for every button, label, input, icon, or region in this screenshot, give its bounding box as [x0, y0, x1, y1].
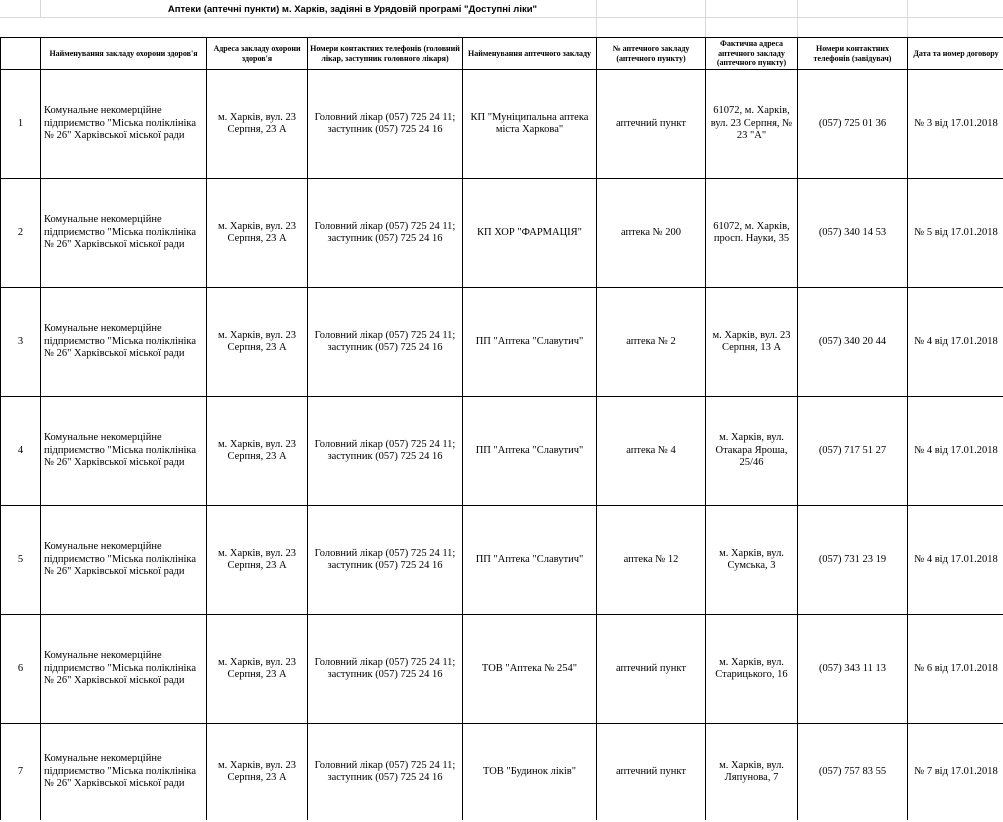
facility-address: м. Харків, вул. 23 Серпня, 23 А [207, 615, 308, 724]
pharmacy-name: ПП "Аптека "Славутич" [463, 397, 597, 506]
phone-chief: Головний лікар (057) 725 24 11; [314, 329, 456, 341]
phone-deputy: заступник (057) 725 24 16 [327, 342, 443, 353]
pharmacy-address: м. Харків, вул. 23 Серпня, 13 А [706, 288, 798, 397]
row-number: 3 [1, 288, 41, 397]
header-facility-address: Адреса закладу охорони здоров'я [207, 38, 308, 70]
facility-address: м. Харків, вул. 23 Серпня, 23 А [207, 179, 308, 288]
table-row [1, 397, 1003, 506]
header-row [1, 38, 1003, 70]
facility-address: м. Харків, вул. 23 Серпня, 23 А [207, 724, 308, 821]
pharmacy-name: ПП "Аптека "Славутич" [463, 288, 597, 397]
row-number: 4 [1, 397, 41, 506]
header-pharmacy-address: Фактична адреса аптечного закладу (аптечного пункту) [706, 38, 798, 70]
contract: № 4 від 17.01.2018 [908, 288, 1003, 397]
facility-phones [308, 615, 463, 724]
phone-deputy: заступник (057) 725 24 16 [327, 233, 443, 244]
phone-deputy: заступник (057) 725 24 16 [327, 560, 443, 571]
header-facility-name: Найменування закладу охорони здоров'я [41, 38, 207, 70]
facility-name: Комунальне некомерційне підприємство "Міська поліклініка № 26" Харківської міської ради [41, 615, 207, 724]
pharmacy-address: 61072, м. Харків, просп. Науки, 35 [706, 179, 798, 288]
facility-address: м. Харків, вул. 23 Серпня, 23 А [207, 506, 308, 615]
facility-name: Комунальне некомерційне підприємство "Міська поліклініка № 26" Харківської міської ради [41, 724, 207, 821]
contract: № 3 від 17.01.2018 [908, 70, 1003, 179]
phone-deputy: заступник (057) 725 24 16 [327, 669, 443, 680]
pharmacy-number: аптечний пункт [597, 724, 706, 821]
table-row [1, 615, 1003, 724]
row-number: 7 [1, 724, 41, 821]
facility-phones [308, 724, 463, 821]
gridline [797, 0, 798, 37]
phone-deputy: заступник (057) 725 24 16 [327, 451, 443, 462]
gridline [0, 17, 1003, 18]
header-facility-phones: Номери контактних телефонів (головний лікар, заступник головного лікаря) [308, 38, 463, 70]
table-row [1, 70, 1003, 179]
header-pharmacy-number: № аптечного закладу (аптечного пункту) [597, 38, 706, 70]
document-title: Аптеки (аптечні пункти) м. Харків, задіяні в Урядовій програмі "Доступні ліки" [167, 4, 538, 15]
pharmacy-name: КП ХОР "ФАРМАЦІЯ" [463, 179, 597, 288]
gridline [705, 0, 706, 37]
pharmacy-number: аптека № 12 [597, 506, 706, 615]
contract: № 4 від 17.01.2018 [908, 397, 1003, 506]
table-row [1, 724, 1003, 821]
facility-name: Комунальне некомерційне підприємство "Міська поліклініка № 26" Харківської міської ради [41, 397, 207, 506]
facility-address: м. Харків, вул. 23 Серпня, 23 А [207, 70, 308, 179]
row-number: 6 [1, 615, 41, 724]
pharmacy-number: аптечний пункт [597, 70, 706, 179]
facility-phones [308, 179, 463, 288]
facility-phones [308, 397, 463, 506]
phone-chief: Головний лікар (057) 725 24 11; [314, 759, 456, 771]
contract: № 4 від 17.01.2018 [908, 506, 1003, 615]
phone-chief: Головний лікар (057) 725 24 11; [314, 656, 456, 668]
pharmacy-name: ТОВ "Аптека № 254" [463, 615, 597, 724]
phone-deputy: заступник (057) 725 24 16 [327, 772, 443, 783]
contract: № 7 від 17.01.2018 [908, 724, 1003, 821]
pharmacy-phone: (057) 343 11 13 [798, 615, 908, 724]
facility-name: Комунальне некомерційне підприємство "Міська поліклініка № 26" Харківської міської ради [41, 288, 207, 397]
pharmacy-address: м. Харків, вул. Отакара Яроша, 25/46 [706, 397, 798, 506]
facility-phones [308, 288, 463, 397]
row-number: 2 [1, 179, 41, 288]
facility-address: м. Харків, вул. 23 Серпня, 23 А [207, 397, 308, 506]
pharmacy-address: м. Харків, вул. Старицького, 16 [706, 615, 798, 724]
pharmacy-address: м. Харків, вул. Сумська, 3 [706, 506, 798, 615]
contract: № 6 від 17.01.2018 [908, 615, 1003, 724]
phone-chief: Головний лікар (057) 725 24 11; [314, 547, 456, 559]
pharmacy-name: ТОВ "Будинок ліків" [463, 724, 597, 821]
pharmacy-number: аптека № 4 [597, 397, 706, 506]
header-contract: Дата та номер договору [908, 38, 1003, 70]
facility-address: м. Харків, вул. 23 Серпня, 23 А [207, 288, 308, 397]
pharmacy-phone: (057) 731 23 19 [798, 506, 908, 615]
facility-name: Комунальне некомерційне підприємство "Міська поліклініка № 26" Харківської міської ради [41, 179, 207, 288]
phone-chief: Головний лікар (057) 725 24 11; [314, 438, 456, 450]
pharmacy-number: аптека № 200 [597, 179, 706, 288]
pharmacy-name: ПП "Аптека "Славутич" [463, 506, 597, 615]
pharmacy-phone: (057) 340 14 53 [798, 179, 908, 288]
pharmacy-phone: (057) 725 01 36 [798, 70, 908, 179]
facility-name: Комунальне некомерційне підприємство "Міська поліклініка № 26" Харківської міської ради [41, 506, 207, 615]
header-pharmacy-phones: Номери контактних телефонів (завідувач) [798, 38, 908, 70]
pharmacy-phone: (057) 340 20 44 [798, 288, 908, 397]
table-row [1, 179, 1003, 288]
table-row [1, 506, 1003, 615]
facility-name: Комунальне некомерційне підприємство "Міська поліклініка № 26" Харківської міської ради [41, 70, 207, 179]
phone-chief: Головний лікар (057) 725 24 11; [314, 220, 456, 232]
table-row [1, 288, 1003, 397]
contract: № 5 від 17.01.2018 [908, 179, 1003, 288]
pharmacy-phone: (057) 757 83 55 [798, 724, 908, 821]
pharmacy-number: аптека № 2 [597, 288, 706, 397]
row-number: 1 [1, 70, 41, 179]
facility-phones [308, 506, 463, 615]
header-pharmacy-name: Найменування аптечного закладу [463, 38, 597, 70]
phone-chief: Головний лікар (057) 725 24 11; [314, 111, 456, 123]
gridline [907, 0, 908, 37]
pharmacy-phone: (057) 717 51 27 [798, 397, 908, 506]
facility-phones [308, 70, 463, 179]
pharmacy-name: КП "Муніципальна аптека міста Харкова" [463, 70, 597, 179]
row-number: 5 [1, 506, 41, 615]
phone-deputy: заступник (057) 725 24 16 [327, 124, 443, 135]
header-num [1, 38, 41, 70]
pharmacy-number: аптечний пункт [597, 615, 706, 724]
pharmacy-address: м. Харків, вул. Ляпунова, 7 [706, 724, 798, 821]
pharmacy-address: 61072, м. Харків, вул. 23 Серпня, № 23 "А" [706, 70, 798, 179]
pharmacies-table [0, 37, 1003, 820]
